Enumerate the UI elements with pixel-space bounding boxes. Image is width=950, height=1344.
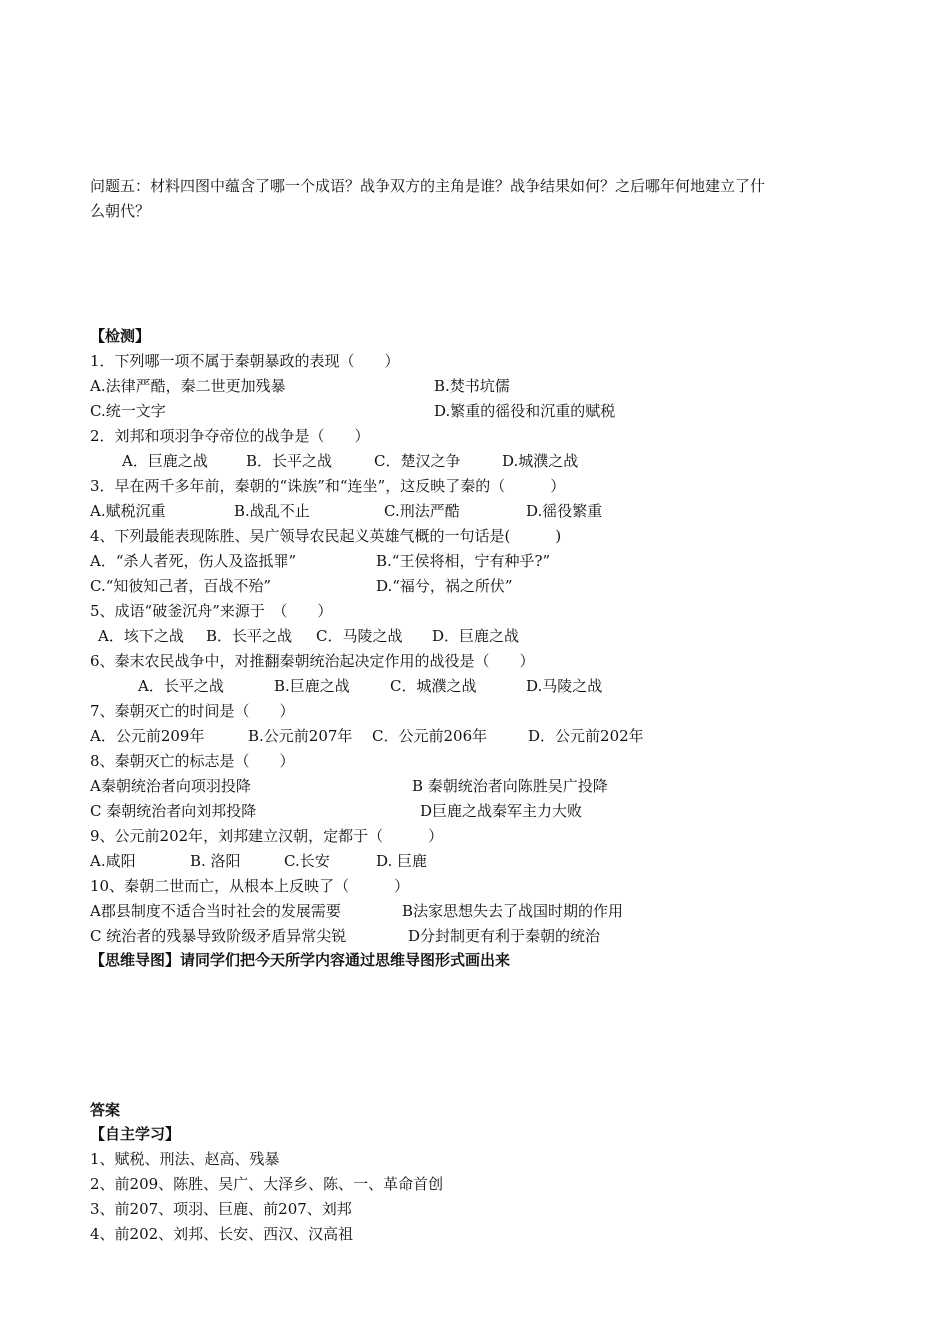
q2-option-c: C．楚汉之争 bbox=[374, 452, 461, 470]
q1-option-a: A.法律严酷，秦二世更加残暴 bbox=[90, 377, 286, 395]
q7-option-a: A．公元前209年 bbox=[90, 727, 205, 745]
q7-stem: 7、秦朝灭亡的时间是（ ） bbox=[90, 702, 295, 720]
q9-option-d: D. 巨鹿 bbox=[376, 852, 428, 870]
q9-option-c: C.长安 bbox=[284, 852, 330, 870]
answers-heading: 答案 bbox=[90, 1101, 121, 1119]
q2-stem: 2．刘邦和项羽争夺帝位的战争是（ ） bbox=[90, 427, 370, 445]
question5-line1: 问题五：材料四图中蕴含了哪一个成语？战争双方的主角是谁？战争结果如何？之后哪年何地建立了什 bbox=[90, 177, 766, 195]
q6-stem: 6、秦末农民战争中，对推翻秦朝统治起决定作用的战役是（ ） bbox=[90, 652, 535, 670]
q4-option-d: D.“福兮，祸之所伏” bbox=[376, 577, 513, 595]
q1-option-c: C.统一文字 bbox=[90, 402, 166, 420]
answers-section-heading: 【自主学习】 bbox=[90, 1125, 181, 1143]
q10-option-b: B法家思想失去了战国时期的作用 bbox=[402, 902, 624, 920]
q3-option-d: D.徭役繁重 bbox=[526, 502, 603, 520]
q4-option-c: C.“知彼知己者，百战不殆” bbox=[90, 577, 272, 595]
q2-option-d: D.城濮之战 bbox=[502, 452, 579, 470]
q8-option-b: B 秦朝统治者向陈胜吴广投降 bbox=[412, 777, 608, 795]
q5-option-d: D．巨鹿之战 bbox=[432, 627, 520, 645]
q3-stem: 3．早在两千多年前，秦朝的“诛族”和“连坐”，这反映了秦的（ ） bbox=[90, 477, 566, 495]
q6-option-d: D.马陵之战 bbox=[526, 677, 603, 695]
q3-option-a: A.赋税沉重 bbox=[90, 502, 166, 520]
q8-stem: 8、秦朝灭亡的标志是（ ） bbox=[90, 752, 295, 770]
q10-option-d: D分封制更有利于秦朝的统治 bbox=[408, 927, 601, 945]
q4-option-a: A．“杀人者死，伤人及盗抵罪” bbox=[90, 552, 297, 570]
q5-option-b: B．长平之战 bbox=[206, 627, 293, 645]
q6-option-c: C．城濮之战 bbox=[390, 677, 477, 695]
test-heading: 【检测】 bbox=[90, 327, 151, 345]
q3-option-c: C.刑法严酷 bbox=[384, 502, 460, 520]
q2-option-b: B．长平之战 bbox=[246, 452, 333, 470]
q5-option-c: C．马陵之战 bbox=[316, 627, 403, 645]
q10-stem: 10、秦朝二世而亡，从根本上反映了（ ） bbox=[90, 877, 410, 895]
q1-option-b: B.焚书坑儒 bbox=[434, 377, 510, 395]
q8-option-d: D巨鹿之战秦军主力大败 bbox=[420, 802, 583, 820]
q1-option-d: D.繁重的徭役和沉重的赋税 bbox=[434, 402, 616, 420]
q8-option-a: A秦朝统治者向项羽投降 bbox=[90, 777, 251, 795]
question5-line2: 么朝代？ bbox=[90, 202, 151, 220]
answer-item-2: 2、前209、陈胜、吴广、大泽乡、陈、一、革命首创 bbox=[90, 1175, 444, 1193]
q9-option-b: B. 洛阳 bbox=[190, 852, 241, 870]
answer-item-4: 4、前202、刘邦、长安、西汉、汉高祖 bbox=[90, 1225, 354, 1243]
q9-stem: 9、公元前202年，刘邦建立汉朝，定都于（ ） bbox=[90, 827, 444, 845]
q5-option-a: A．垓下之战 bbox=[98, 627, 184, 645]
q9-option-a: A.咸阳 bbox=[90, 852, 136, 870]
q2-option-a: A．巨鹿之战 bbox=[122, 452, 208, 470]
q10-option-c: C 统治者的残暴导致阶级矛盾异常尖锐 bbox=[90, 927, 347, 945]
q6-option-a: A．长平之战 bbox=[138, 677, 224, 695]
answer-item-3: 3、前207、项羽、巨鹿、前207、刘邦 bbox=[90, 1200, 352, 1218]
q8-option-c: C 秦朝统治者向刘邦投降 bbox=[90, 802, 257, 820]
q7-option-b: B.公元前207年 bbox=[248, 727, 353, 745]
q5-stem: 5、成语“破釜沉舟”来源于 （ ） bbox=[90, 602, 333, 620]
q7-option-d: D．公元前202年 bbox=[528, 727, 644, 745]
q1-stem: 1．下列哪一项不属于秦朝暴政的表现（ ） bbox=[90, 352, 400, 370]
answer-item-1: 1、赋税、刑法、赵高、残暴 bbox=[90, 1150, 280, 1168]
q4-stem: 4、下列最能表现陈胜、吴广领导农民起义英雄气概的一句话是( ) bbox=[90, 527, 562, 545]
q3-option-b: B.战乱不止 bbox=[234, 502, 310, 520]
q10-option-a: A郡县制度不适合当时社会的发展需要 bbox=[90, 902, 341, 920]
mindmap-instruction: 【思维导图】请同学们把今天所学内容通过思维导图形式画出来 bbox=[90, 951, 511, 969]
q4-option-b: B.“王侯将相，宁有种乎?” bbox=[376, 552, 551, 570]
q6-option-b: B.巨鹿之战 bbox=[274, 677, 350, 695]
q7-option-c: C．公元前206年 bbox=[372, 727, 488, 745]
